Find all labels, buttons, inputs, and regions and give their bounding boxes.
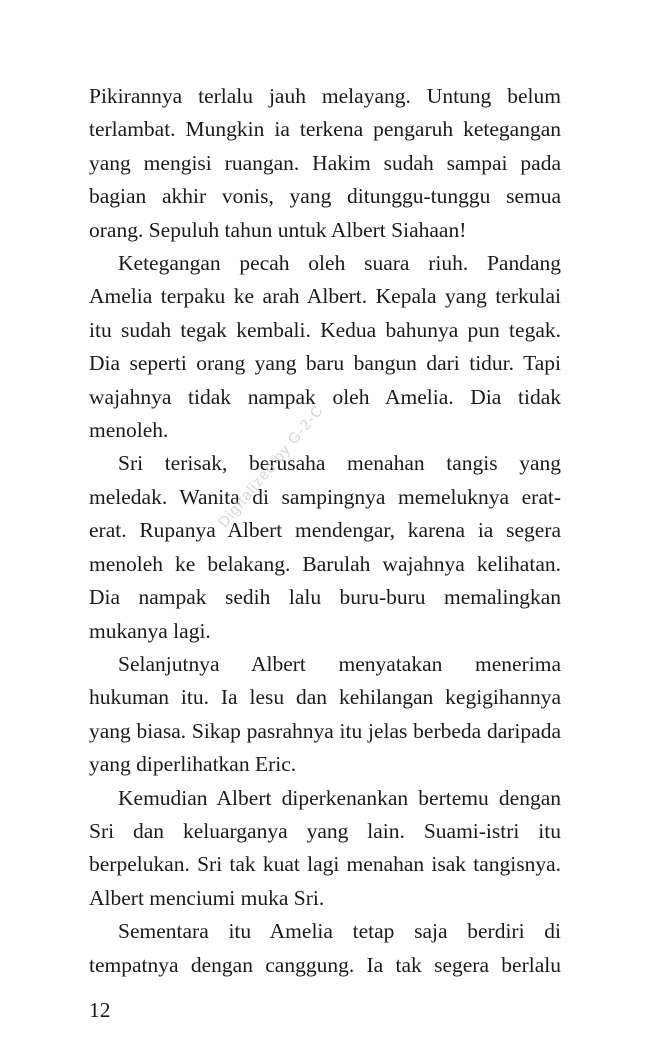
paragraph-3: Sri terisak, berusaha menahan tangis yang meledak. Wanita di sampingnya memeluknya erat-erat. Rupanya Albert mendengar, karena ia segera menoleh ke belakang. Barulah wajahnya kelihatan. Dia nampak sedih lalu buru-buru memalingkan mukanya lagi. (89, 451, 561, 643)
paragraph-5: Kemudian Albert diperkenankan bertemu dengan Sri dan keluarganya yang lain. Suami-istri itu berpelukan. Sri tak kuat lagi menahan isak tangisnya. Albert menciumi muka Sri. (89, 785, 561, 910)
paragraph-6: Sementara itu Amelia tetap saja berdiri di tempatnya dengan canggung. Ia tak segera berlalu (89, 919, 561, 977)
digitization-watermark: Digitalized by G-2-C (215, 401, 328, 531)
paragraph-4: Selanjutnya Albert menyatakan menerima hukuman itu. Ia lesu dan kehilangan kegigihannya yang biasa. Sikap pasrahnya itu jelas berbeda daripada yang diperlihatkan Eric. (89, 651, 561, 777)
paragraph-1: Pikirannya terlalu jauh melayang. Untung belum terlambat. Mungkin ia terkena pengaruh ketegangan yang mengisi ruangan. Hakim sudah sampai pada bagian akhir vonis, yang ditunggu-tunggu semua orang. Sepuluh tahun untuk Albert Siahaan! (89, 84, 561, 242)
page-number: 12 (89, 998, 111, 1022)
body-text (89, 80, 561, 982)
paragraph-2: Ketegangan pecah oleh suara riuh. Pandang Amelia terpaku ke arah Albert. Kepala yang terkulai itu sudah tegak kembali. Kedua bahunya pun tegak. Dia seperti orang yang baru bangun dari tidur. Tapi wajahnya tidak nampak oleh Amelia. Dia tidak menoleh. (89, 251, 561, 443)
